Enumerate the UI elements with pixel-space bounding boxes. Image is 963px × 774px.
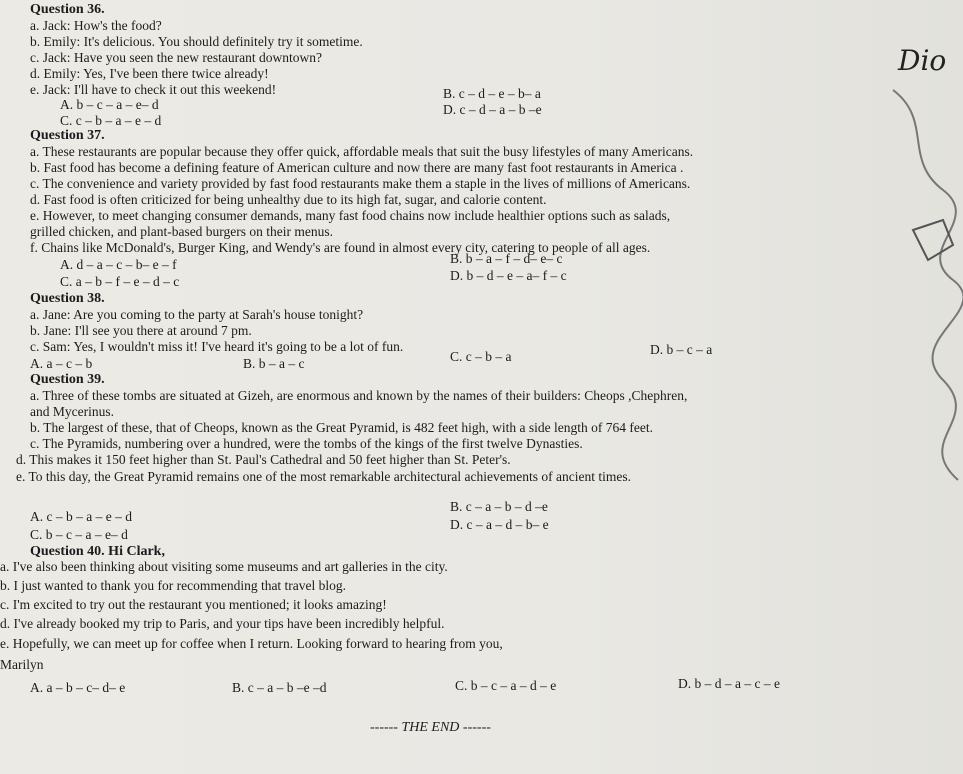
q38-option-d: D. b – c – a: [650, 342, 713, 357]
q38-option-c: C. c – b – a: [450, 349, 512, 364]
q40-option-c: C. b – c – a – d – e: [455, 678, 557, 693]
question-40-title: Question 40. Hi Clark,: [30, 544, 165, 559]
q37-line-f: f. Chains like McDonald's, Burger King, and Wendy's are found in almost every city, catering to people of all ages.: [30, 240, 651, 255]
q37-option-a: A. d – a – c – b– e – f: [60, 257, 177, 272]
q39-option-b: B. c – a – b – d –e: [450, 499, 548, 514]
q39-option-d: D. c – a – d – b– e: [450, 517, 549, 532]
q40-option-a: A. a – b – c– d– e: [30, 680, 126, 695]
q40-line-c: c. I'm excited to try out the restaurant you mentioned; it looks amazing!: [0, 597, 387, 612]
q39-line-b: b. The largest of these, that of Cheops, known as the Great Pyramid, is 482 feet high, with a side length of 764 feet.: [30, 420, 653, 435]
q37-line-c: c. The convenience and variety provided by fast food restaurants make them a staple in the lives of millions of Americans.: [30, 176, 691, 191]
q39-option-a: A. c – b – a – e – d: [30, 509, 132, 524]
q39-line-d: d. This makes it 150 feet higher than St. Paul's Cathedral and 50 feet higher than St. Peter's.: [16, 452, 511, 467]
q40-option-b: B. c – a – b –e –d: [232, 680, 327, 695]
question-38-title: Question 38.: [30, 291, 105, 306]
question-36-title: Question 36.: [30, 2, 105, 17]
q36-option-b: B. c – d – e – b– a: [443, 86, 541, 101]
q39-line-a-cont: and Mycerinus.: [30, 404, 114, 419]
the-end-label: ------ THE END ------: [370, 720, 491, 735]
q38-line-a: a. Jane: Are you coming to the party at Sarah's house tonight?: [30, 307, 364, 322]
q39-line-e: e. To this day, the Great Pyramid remains one of the most remarkable architectural achievements of ancient times.: [16, 469, 631, 484]
q37-option-b: B. b – a – f – d– e– c: [450, 251, 563, 266]
q36-option-d: D. c – d – a – b –e: [443, 102, 542, 117]
q37-option-d: D. b – d – e – a– f – c: [450, 268, 567, 283]
q38-option-a: A. a – c – b: [30, 356, 93, 371]
q36-line-e: e. Jack: I'll have to check it out this weekend!: [30, 82, 277, 97]
q40-line-a: a. I've also been thinking about visiting some museums and art galleries in the city.: [0, 559, 448, 574]
q37-option-c: C. a – b – f – e – d – c: [60, 274, 180, 289]
q36-line-a: a. Jack: How's the food?: [30, 18, 162, 33]
q40-line-d: d. I've already booked my trip to Paris, and your tips have been incredibly helpful.: [0, 616, 445, 631]
question-37-title: Question 37.: [30, 128, 105, 143]
q37-line-e: e. However, to meet changing consumer demands, many fast food chains now include healthier options such as salads,: [30, 208, 671, 223]
border-decoration: [873, 80, 963, 500]
handwritten-note: Dio: [898, 44, 947, 77]
q38-line-b: b. Jane: I'll see you there at around 7 pm.: [30, 323, 252, 338]
q37-line-b: b. Fast food has become a defining feature of American culture and now there are many fast foot restaurants in America .: [30, 160, 684, 175]
q36-line-d: d. Emily: Yes, I've been there twice already!: [30, 66, 269, 81]
q37-line-a: a. These restaurants are popular because they offer quick, affordable meals that suit the busy lifestyles of many Americans.: [30, 144, 694, 159]
question-39-title: Question 39.: [30, 372, 105, 387]
q38-line-c: c. Sam: Yes, I wouldn't miss it! I've heard it's going to be a lot of fun.: [30, 339, 404, 354]
q36-line-c: c. Jack: Have you seen the new restaurant downtown?: [30, 50, 323, 65]
q37-line-e-cont: grilled chicken, and plant-based burgers on their menus.: [30, 224, 334, 239]
q40-option-d: D. b – d – a – c – e: [678, 676, 780, 691]
q36-line-b: b. Emily: It's delicious. You should definitely try it sometime.: [30, 34, 363, 49]
q39-line-c: c. The Pyramids, numbering over a hundred, were the tombs of the kings of the first twelve Dynasties.: [30, 436, 583, 451]
q36-option-c: C. c – b – a – e – d: [60, 113, 162, 128]
q36-option-a: A. b – c – a – e– d: [60, 97, 159, 112]
q38-option-b: B. b – a – c: [243, 356, 305, 371]
q40-line-b: b. I just wanted to thank you for recommending that travel blog.: [0, 578, 347, 593]
q40-line-e: e. Hopefully, we can meet up for coffee when I return. Looking forward to hearing from you,: [0, 636, 503, 651]
q39-option-c: C. b – c – a – e– d: [30, 527, 128, 542]
q39-line-a: a. Three of these tombs are situated at Gizeh, are enormous and known by the names of their builders: Cheops ,Chephren,: [30, 388, 688, 403]
q37-line-d: d. Fast food is often criticized for being unhealthy due to its high fat, sugar, and calorie content.: [30, 192, 547, 207]
q40-signature: Marilyn: [0, 657, 44, 672]
